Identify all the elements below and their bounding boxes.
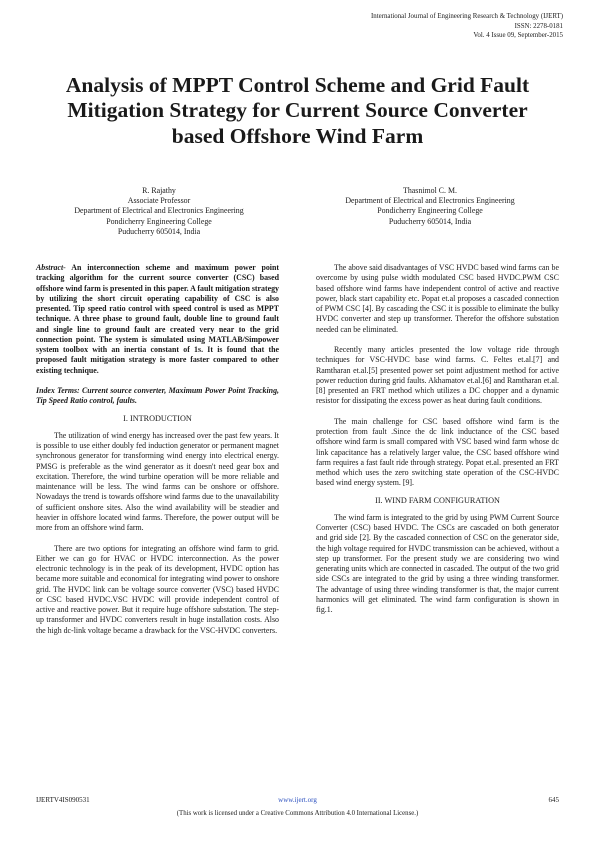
abstract-label: Abstract-	[36, 263, 66, 272]
author-address: Puducherry 605014, India	[117, 226, 201, 236]
author-college: Pondicherry Engineering College	[377, 206, 483, 216]
section-heading-introduction: I. INTRODUCTION	[123, 413, 192, 423]
right-column	[316, 263, 559, 615]
author-block-1	[30, 186, 288, 237]
paper-id: IJERTV4IS090531	[36, 796, 90, 804]
section-heading-wind-farm-configuration: II. WIND FARM CONFIGURATION	[375, 495, 500, 505]
body-paragraph: There are two options for integrating an offshore wind farm to grid. Either we can go for HVAC or HVDC interconnection. As the power electronic technology is in the peak of its development, HVDC option has became more suitable and economical for integrating wind power to onshore grid. The HVDC link can be voltage source converter (VSC) based HVDC or CSC based HVDC.VSC HVDC will provide independent control of active and reactive power. But it require huge offshore substation. The step-up transformer and HVDC converters result in huge installation costs. Also the high dc-link voltage became a drawback for the VSC-HVDC converters.	[36, 543, 279, 635]
author-block-2	[300, 186, 560, 227]
author-name: Thasnimol C. M.	[403, 186, 457, 195]
index-terms: Index Terms: Current source converter, Maximum Power Point Tracking, Tip Speed Ratio control, faults.	[36, 386, 279, 406]
journal-name: International Journal of Engineering Research & Technology (IJERT)	[370, 13, 563, 20]
author-department: Department of Electrical and Electronics Engineering	[345, 196, 515, 206]
author-name: R. Rajathy	[142, 186, 176, 195]
author-position: Associate Professor	[127, 196, 191, 206]
left-column	[36, 263, 279, 636]
journal-header	[371, 12, 563, 41]
body-paragraph: The main challenge for CSC based offshore wind farm is the protection from fault .Since the dc link inductance of the CSC based offshore wind farm is small compared with VSC based wind farm whose dc link capacitance has a relatively larger value, the CSC based offshore wind farm requires a fast fault ride through strategy. Popat et.al. presented an FRT method which uses the zero switching state operation of the CSC-HVDC based wind energy system. [9].	[316, 416, 559, 488]
journal-site-link[interactable]: www.ijert.org	[278, 796, 317, 804]
author-department: Department of Electrical and Electronics Engineering	[74, 206, 244, 216]
abstract-text: An interconnection scheme and maximum power point tracking algorithm for the current source converter (CSC) based offshore wind farm is presented in this paper. A fault mitigation strategy by utilizing the short circuit operating capability of CSC is also presented. Tip speed ratio control with speed control is used as MPPT technique. A three phase to ground fault, double line to ground fault and single line to ground fault are created very near to the grid connection point. The system is simulated using MATLAB/Simpower system toolbox with an inertia constant of 1s. It is found that the proposed fault mitigation strategy is more faster compared to other existing technique.	[36, 263, 279, 375]
license-notice: (This work is licensed under a Creative Commons Attribution 4.0 International License.)	[176, 810, 419, 817]
author-address: Puducherry 605014, India	[388, 216, 472, 226]
body-paragraph: Recently many articles presented the low voltage ride through techniques for VSC-HVDC base wind farms. C. Feltes et.al.[7] and Ramtharan et.al.[5] presented power set point adjustment method for active power reduction during grid faults. Akhamatov et.al.[6] and Ramtharan et.al.[8] presented an FRT method which utilizes a DC chopper and a dynamic resistor for dissipating the excess power as heat during fault conditions.	[316, 345, 559, 406]
body-paragraph: The wind farm is integrated to the grid by using PWM Current Source Converter (CSC) based HVDC. The CSCs are cascaded on both generator and grid side [2]. By the cascaded connection of CSC on the generator side, the high voltage required for HVDC transmission can be achieved, without a step up transformer. For the present study we are considering two wind generating units which are connected in cascaded. The output of the two grid side CSCs are integrated to the grid by using a three winding transformer. The advantage of using three winding transformer is that, the major current harmonics will get eliminated. The wind farm configuration is shown in fig.1.	[316, 512, 559, 615]
journal-volume: Vol. 4 Issue 09, September-2015	[473, 32, 563, 40]
abstract	[36, 263, 279, 376]
journal-issn: ISSN: 2278-0181	[514, 22, 563, 30]
author-college: Pondicherry Engineering College	[106, 216, 212, 226]
body-paragraph: The utilization of wind energy has increased over the past few years. It is possible to use either doubly fed induction generator or permanent magnet synchronous generator for transforming wind energy into electrical energy. PMSG is preferable as the wind generator as it doesn't need gear box and excitation. Therefore, the wind turbine operation will be more reliable and maintenance will be less. The wind farms can be onshore or offshore. Nowadays the trend is towards offshore wind farms due to the unavailability of sufficient onshore sites. Also the wind availability will be steadier and heavier in offshore located wind farms. Therefore, the power output will be more from an offshore wind farm.	[36, 430, 279, 533]
page-number: 645	[548, 796, 559, 804]
paper-title: Analysis of MPPT Control Scheme and Grid Fault Mitigation Strategy for Current Source Converter based Offshore Wind Farm	[65, 73, 530, 148]
body-paragraph: The above said disadvantages of VSC HVDC based wind farms can be overcome by using pulse width modulated CSC based HVDC.PWM CSC based offshore wind farms have independent control of active and reactive power, black start capability etc. Popat et.al proposes a cascaded connection of PWM CSC [4]. By cascading the CSC it is possible to eliminate the bulky HVDC converter and step up transformer. Therefor the offshore substation needed can be eliminated.	[316, 263, 559, 334]
